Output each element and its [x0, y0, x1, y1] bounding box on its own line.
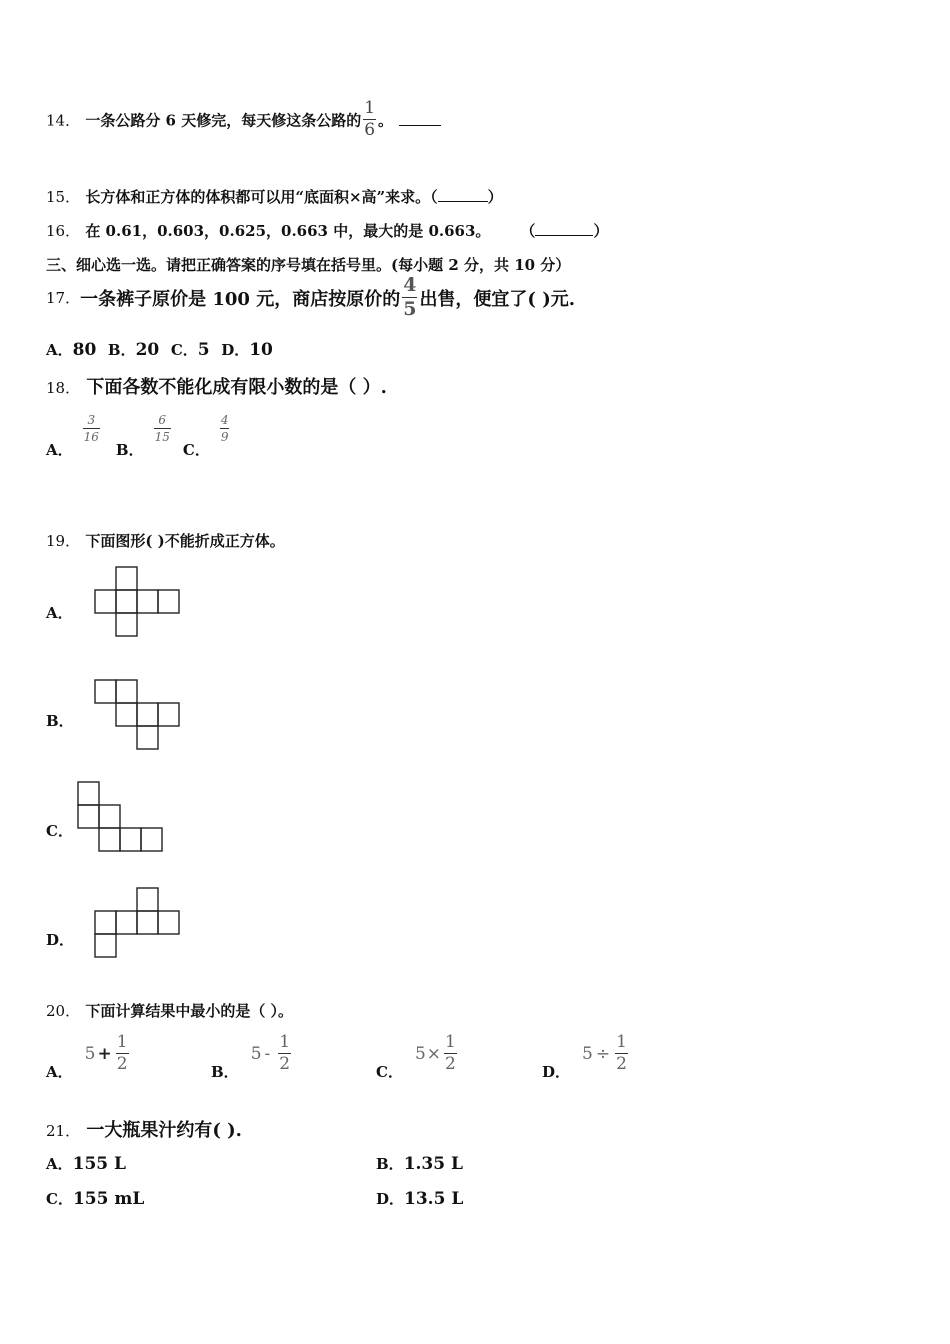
net-square	[137, 911, 158, 934]
question-17-text: 一条裤子原价是 100 元，商店按原价的	[80, 288, 401, 310]
cube-net-b	[94, 679, 182, 751]
option-d[interactable]: D．13.5 L	[376, 1189, 464, 1209]
fraction: $\frac{4}{9}$	[220, 413, 229, 444]
question-20-options	[46, 1034, 666, 1084]
net-square	[116, 590, 137, 613]
net-square	[158, 590, 179, 613]
question-18-text: 下面各数不能化成有限小数的是（ ）.	[86, 377, 387, 398]
question-14-text: 一条公路分 6 天修完，每天修这条公路的	[85, 111, 362, 130]
option-b[interactable]: B．1.35 L	[376, 1154, 463, 1174]
fraction: $\frac{4}{5}$	[403, 274, 417, 320]
question-16-text: 在 0.61，0.603，0.625，0.663 中，最大的是 0.663。	[85, 222, 491, 240]
net-square	[120, 828, 141, 851]
net-square	[116, 680, 137, 703]
fraction: $\frac{1}{2}$	[616, 1032, 627, 1074]
option-d[interactable]: D．	[46, 931, 75, 949]
section-heading: 三、细心选一选。请把正确答案的序号填在括号里。(每小题 2 分，共 10 分）	[46, 256, 571, 274]
fraction: $\frac{1}{6}$	[364, 98, 376, 140]
fraction: $\frac{6}{15}$	[154, 413, 170, 444]
net-square	[95, 934, 116, 957]
fraction: $\frac{1}{2}$	[445, 1032, 456, 1074]
option-d[interactable]: D．10	[221, 340, 273, 360]
net-square	[95, 680, 116, 703]
fraction: $\frac{1}{2}$	[116, 1032, 128, 1074]
option-a[interactable]: A．155 L	[46, 1154, 126, 1174]
question-17-options	[46, 339, 273, 360]
question-21-text: 一大瓶果汁约有( ).	[86, 1120, 242, 1141]
question-20-text: 下面计算结果中最小的是（ ）。	[85, 1002, 294, 1020]
net-square	[137, 590, 158, 613]
option-a[interactable]: A． $\frac{3}{16}$	[46, 413, 99, 459]
question-19: 19． 下面图形( )不能折成正方体。	[46, 532, 285, 550]
option-b[interactable]: B． $\frac{6}{15}$	[115, 413, 170, 459]
net-square	[116, 567, 137, 590]
question-18-options	[46, 414, 231, 460]
option-d[interactable]: D． 5 ÷ $\frac{1}{2}$	[542, 1032, 627, 1081]
question-18: 18． 下面各数不能化成有限小数的是（ ）.	[46, 377, 387, 398]
net-square	[158, 911, 179, 934]
net-square	[78, 805, 99, 828]
question-15: 15． 长方体和正方体的体积都可以用“底面积×高”来求。（ ）	[46, 188, 503, 206]
option-c[interactable]: C．155 mL	[46, 1189, 145, 1209]
net-square	[116, 703, 137, 726]
question-17: 17． 一条裤子原价是 100 元，商店按原价的 $\frac{4}{5}$ 出售，便宜了( )元.	[46, 274, 576, 320]
net-square	[137, 726, 158, 749]
net-square	[137, 888, 158, 911]
net-square	[137, 703, 158, 726]
cube-net-d	[94, 887, 182, 959]
option-a[interactable]: A．	[46, 604, 73, 622]
option-b[interactable]: B．20	[107, 340, 160, 360]
question-14: 14． 一条公路分 6 天修完，每天修这条公路的 $\frac{1}{6}$ 。	[46, 104, 441, 139]
option-c[interactable]: C． 5 × $\frac{1}{2}$	[376, 1032, 456, 1081]
net-square	[95, 911, 116, 934]
option-a[interactable]: A．80	[46, 340, 97, 360]
question-15-text: 长方体和正方体的体积都可以用“底面积×高”来求。（	[85, 188, 438, 206]
option-c[interactable]: C．	[46, 822, 73, 840]
option-b[interactable]: B． 5 - $\frac{1}{2}$	[211, 1032, 291, 1081]
cube-net-a	[94, 566, 182, 638]
question-20: 20． 下面计算结果中最小的是（ ）。	[46, 1002, 294, 1020]
fraction: $\frac{3}{16}$	[83, 413, 99, 444]
question-16: 16． 在 0.61，0.603，0.625，0.663 中，最大的是 0.663。 （ ）	[46, 222, 609, 240]
fraction: $\frac{1}{2}$	[279, 1032, 291, 1074]
option-b[interactable]: B．	[46, 712, 74, 730]
cube-net-c	[77, 781, 165, 853]
answer-blank[interactable]	[535, 235, 593, 236]
net-square	[99, 805, 120, 828]
net-square	[99, 828, 120, 851]
option-c[interactable]: C．5	[170, 340, 210, 360]
option-c[interactable]: C． $\frac{4}{9}$	[182, 413, 229, 459]
option-a[interactable]: A． 5 + $\frac{1}{2}$	[46, 1032, 128, 1081]
net-square	[141, 828, 162, 851]
answer-blank[interactable]	[438, 201, 488, 202]
net-square	[95, 590, 116, 613]
question-21: 21． 一大瓶果汁约有( ).	[46, 1120, 242, 1141]
net-square	[116, 911, 137, 934]
net-square	[78, 782, 99, 805]
net-square	[116, 613, 137, 636]
net-square	[158, 703, 179, 726]
question-19-text: 下面图形( )不能折成正方体。	[85, 532, 285, 550]
answer-blank[interactable]	[399, 125, 441, 126]
